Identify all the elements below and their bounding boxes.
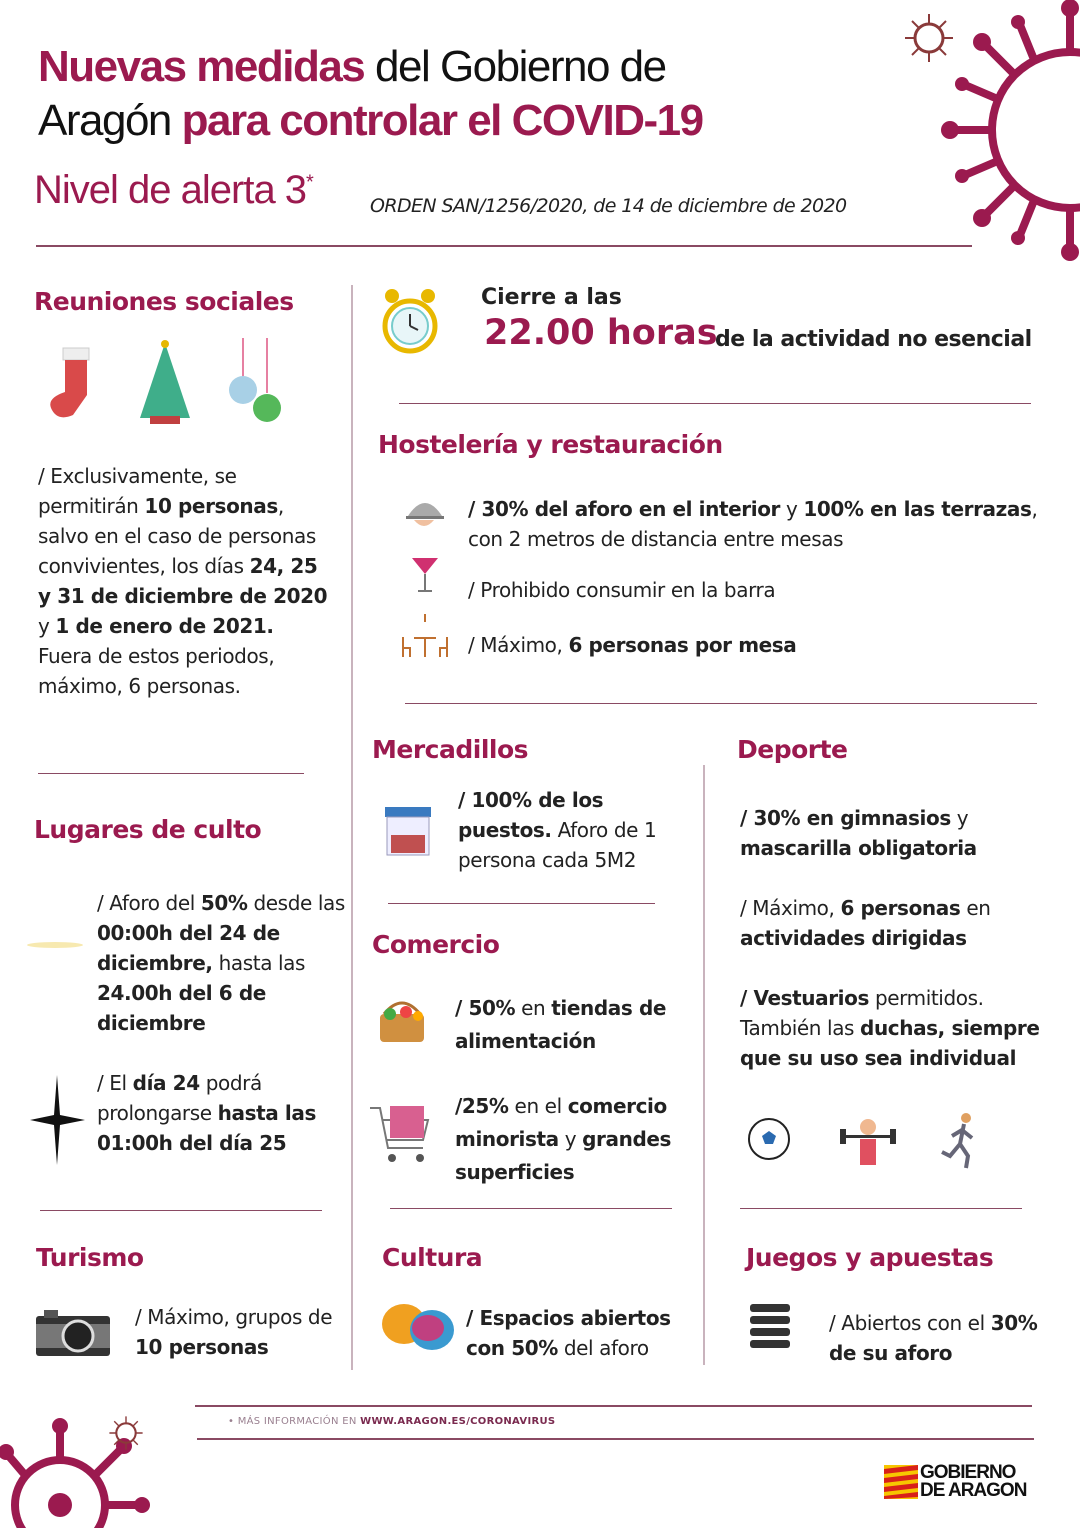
- bold-text: 30% de su aforo: [829, 1311, 1038, 1365]
- bold-text: 10 personas: [135, 1335, 269, 1359]
- page-title: [38, 40, 703, 148]
- bold-text: /25%: [455, 1094, 509, 1118]
- mercadillos-heading: Mercadillos: [372, 735, 529, 764]
- comercio-item: [455, 992, 690, 1058]
- text: / El: [97, 1071, 133, 1095]
- christmas-tree-icon: [135, 338, 195, 428]
- mercadillos-text: [458, 785, 683, 875]
- text: Aragón: [38, 96, 182, 145]
- bold-text: 6 personas: [840, 896, 961, 920]
- bold-text: / 30% del aforo en el interior: [468, 497, 780, 521]
- text: , con 2 metros de distancia entre mesas: [468, 497, 1038, 551]
- divider: [388, 903, 655, 904]
- bold-text: mascarilla obligatoria: [740, 836, 977, 860]
- bold-text: 100% en las terrazas: [803, 497, 1032, 521]
- text: desde las: [247, 891, 345, 915]
- comercio-heading: Comercio: [372, 930, 500, 959]
- text: del Gobierno de: [364, 42, 666, 91]
- divider: [405, 703, 1037, 704]
- more-info-label: MÁS INFORMACIÓN EN: [237, 1416, 361, 1427]
- turismo-text: [135, 1302, 335, 1362]
- bold-text: 00:00h del 24 de diciembre,: [97, 921, 280, 975]
- text: podrá prolongarse: [97, 1071, 262, 1125]
- text: y: [558, 1127, 583, 1151]
- christmas-stocking-icon: [45, 340, 100, 425]
- logo-line1: GOBIERNO: [920, 1462, 1016, 1483]
- text: Aforo de 1 persona cada 5M2: [458, 818, 657, 872]
- bold-text: Nuevas medidas: [38, 42, 365, 91]
- food-basket-icon: [376, 992, 428, 1047]
- deporte-item: [740, 893, 1060, 953]
- text: del aforo: [557, 1336, 649, 1360]
- aragon-flag-icon: [884, 1465, 918, 1499]
- text: y: [38, 614, 56, 638]
- soccer-ball-icon: [747, 1117, 791, 1161]
- column-divider: [703, 765, 705, 1365]
- text: en: [960, 896, 991, 920]
- bold-text: / Vestuarios: [740, 986, 869, 1010]
- text: / Aforo del: [97, 891, 201, 915]
- bold-text: comercio minorista: [455, 1094, 667, 1151]
- cocktail-icon: [410, 550, 440, 595]
- alert-level-text: Nivel de alerta 3: [34, 168, 307, 212]
- bold-text: duchas, siempre que su uso sea individual: [740, 1016, 1040, 1070]
- turismo-heading: Turismo: [36, 1243, 144, 1272]
- hosteleria-item: [468, 494, 1038, 554]
- bold-text: para controlar el COVID-19: [181, 96, 703, 145]
- more-info-link[interactable]: WWW.ARAGON.ES/CORONAVIRUS: [360, 1416, 556, 1427]
- small-virus-icon: [108, 1415, 144, 1451]
- alert-asterisk: *: [306, 171, 313, 194]
- column-divider: [351, 285, 353, 1370]
- text: / Máximo,: [468, 633, 569, 657]
- text: Fuera de estos periodos, máximo, 6 personas.: [38, 644, 275, 698]
- culto-text-2: [97, 1068, 342, 1158]
- bold-text: grandes superficies: [455, 1127, 672, 1184]
- bold-text: / 30% en gimnasios: [740, 806, 951, 830]
- camera-icon: [36, 1310, 110, 1356]
- bold-text: / 100% de los puestos.: [458, 788, 604, 842]
- text: permitidos. También las: [740, 986, 984, 1040]
- bold-text: 6 personas por mesa: [568, 633, 797, 657]
- bold-text: día 24: [132, 1071, 200, 1095]
- cloche-icon: [404, 490, 446, 535]
- bold-text: 1 de enero de 2021.: [55, 614, 274, 638]
- divider: [40, 1210, 322, 1211]
- alert-level: [34, 168, 313, 213]
- deporte-item: [740, 803, 1060, 863]
- small-virus-icon: [903, 12, 955, 64]
- comercio-item: [455, 1090, 695, 1189]
- virus-icon: [940, 0, 1080, 265]
- logo-line2: DE ARAGON: [920, 1480, 1027, 1501]
- cierre-time: 22.00 horas: [484, 313, 718, 353]
- reuniones-text: [38, 461, 333, 701]
- order-reference: ORDEN SAN/1256/2020, de 14 de diciembre de 2020: [370, 195, 847, 217]
- bold-text: 50%: [200, 891, 248, 915]
- hosteleria-item: [468, 575, 775, 605]
- text: / Exclusivamente, se permitirán: [38, 464, 237, 518]
- text: / Máximo, grupos de: [135, 1305, 333, 1329]
- culto-text-1: [97, 888, 347, 1038]
- text: en: [515, 996, 552, 1020]
- culto-heading: Lugares de culto: [34, 815, 262, 844]
- reuniones-heading: Reuniones sociales: [34, 287, 294, 316]
- bold-text: / 50%: [455, 996, 516, 1020]
- theater-masks-icon: [380, 1300, 456, 1355]
- bold-text: 24.00h del 6 de diciembre: [97, 981, 266, 1035]
- cierre-line2: de la actividad no esencial: [715, 327, 1032, 352]
- hosteleria-heading: Hostelería y restauración: [378, 430, 723, 459]
- bold-text: 10 personas: [144, 494, 278, 518]
- sparkle-star-icon: [30, 1075, 85, 1165]
- divider: [195, 1405, 1032, 1407]
- text: / Abiertos con el: [829, 1311, 991, 1335]
- cultura-heading: Cultura: [382, 1243, 483, 1272]
- juegos-text: [829, 1308, 1049, 1368]
- divider: [197, 1438, 1034, 1440]
- glow-star-icon: [25, 925, 85, 965]
- shopping-cart-icon: [368, 1098, 433, 1166]
- cierre-line1: Cierre a las: [481, 285, 622, 310]
- deporte-heading: Deporte: [737, 735, 848, 764]
- christmas-ornaments-icon: [225, 338, 285, 428]
- text: hasta las: [212, 951, 306, 975]
- bold-text: hasta las 01:00h del día 25: [97, 1101, 316, 1155]
- hosteleria-item: [468, 630, 796, 660]
- text: / Prohibido consumir en la barra: [468, 578, 776, 602]
- weightlifter-icon: [838, 1115, 898, 1167]
- divider: [36, 245, 972, 247]
- gobierno-aragon-logo: [884, 1464, 1026, 1500]
- bold-text: tiendas de alimentación: [455, 996, 667, 1053]
- juegos-heading: Juegos y apuestas: [746, 1243, 994, 1272]
- runner-icon: [940, 1112, 980, 1170]
- divider: [390, 1208, 672, 1209]
- text: y: [950, 806, 969, 830]
- divider: [38, 773, 304, 774]
- text: , salvo en el caso de personas convivientes, los días: [38, 494, 316, 578]
- casino-chips-icon: [748, 1302, 792, 1358]
- table-chairs-icon: [400, 612, 450, 660]
- bold-text: / Espacios abiertos con 50%: [466, 1306, 671, 1360]
- text: y: [780, 497, 804, 521]
- cultura-text: [466, 1303, 696, 1363]
- text: en el: [508, 1094, 568, 1118]
- divider: [740, 1208, 1022, 1209]
- divider: [399, 403, 1031, 404]
- deporte-item: [740, 983, 1060, 1073]
- text: / Máximo,: [740, 896, 841, 920]
- alarm-clock-icon: [380, 284, 440, 359]
- bold-text: actividades dirigidas: [740, 926, 967, 950]
- market-stall-icon: [383, 805, 433, 857]
- more-info: • MÁS INFORMACIÓN EN WWW.ARAGON.ES/CORONAVIRUS: [228, 1416, 556, 1427]
- bold-text: 24, 25 y 31 de diciembre de 2020: [38, 554, 328, 608]
